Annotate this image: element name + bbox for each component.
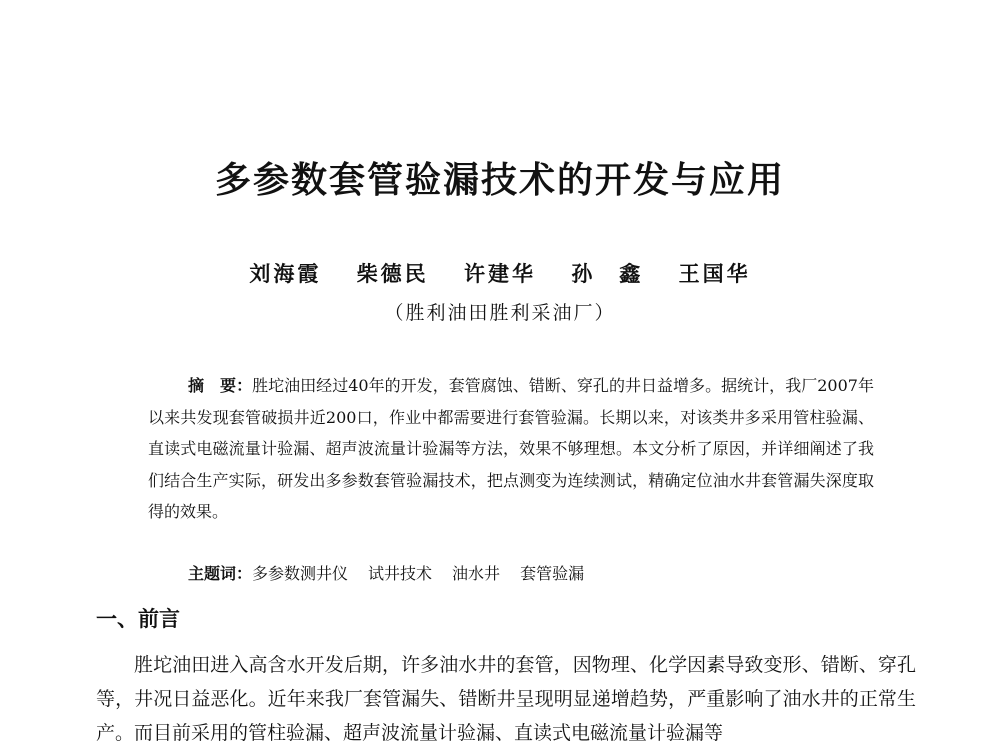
abstract-label: 摘 要： — [188, 376, 253, 395]
author-name: 王国华 — [678, 261, 751, 286]
author-name: 柴德民 — [356, 261, 429, 286]
author-list — [0, 258, 1000, 288]
section-body — [96, 648, 916, 750]
section-heading: 一、前言 — [96, 607, 180, 631]
keywords — [188, 559, 888, 589]
author-name: 许建华 — [464, 261, 536, 286]
abstract — [148, 370, 874, 528]
keyword: 多参数测井仪 — [252, 564, 349, 583]
keyword: 油水井 — [452, 564, 501, 583]
body-paragraph: 胜坨油田进入高含水开发后期，许多油水井的套管，因物理、化学因素导致变形、错断、穿孔等，井况日益恶化。近年来我厂套管漏失、错断井呈现明显递增趋势，严重影响了油水井的正常生产。而目前采用的管柱验漏、超声波流量计验漏、直读式电磁流量计验漏等 — [96, 654, 916, 744]
keyword: 试井技术 — [368, 564, 433, 583]
abstract-text: 胜坨油田经过40年的开发，套管腐蚀、错断、穿孔的井日益增多。据统计，我厂2007年以来共发现套管破损井近200口，作业中都需要进行套管验漏。长期以来，对该类井多采用管柱验漏、直读式电磁流量计验漏、超声波流量计验漏等方法，效果不够理想。本文分析了原因，并详细阐述了我们结合生产实际，研发出多参数套管验漏技术，把点测变为连续测试，精确定位油水井套管漏失深度取得的效果。 — [148, 376, 874, 521]
keyword: 套管验漏 — [520, 564, 585, 583]
keywords-label: 主题词： — [188, 564, 253, 583]
author-name: 孙 鑫 — [571, 261, 644, 286]
author-name: 刘海霞 — [249, 261, 322, 286]
author-affiliation: （胜利油田胜利采油厂） — [384, 302, 616, 324]
paper-title: 多参数套管验漏技术的开发与应用 — [214, 159, 785, 201]
